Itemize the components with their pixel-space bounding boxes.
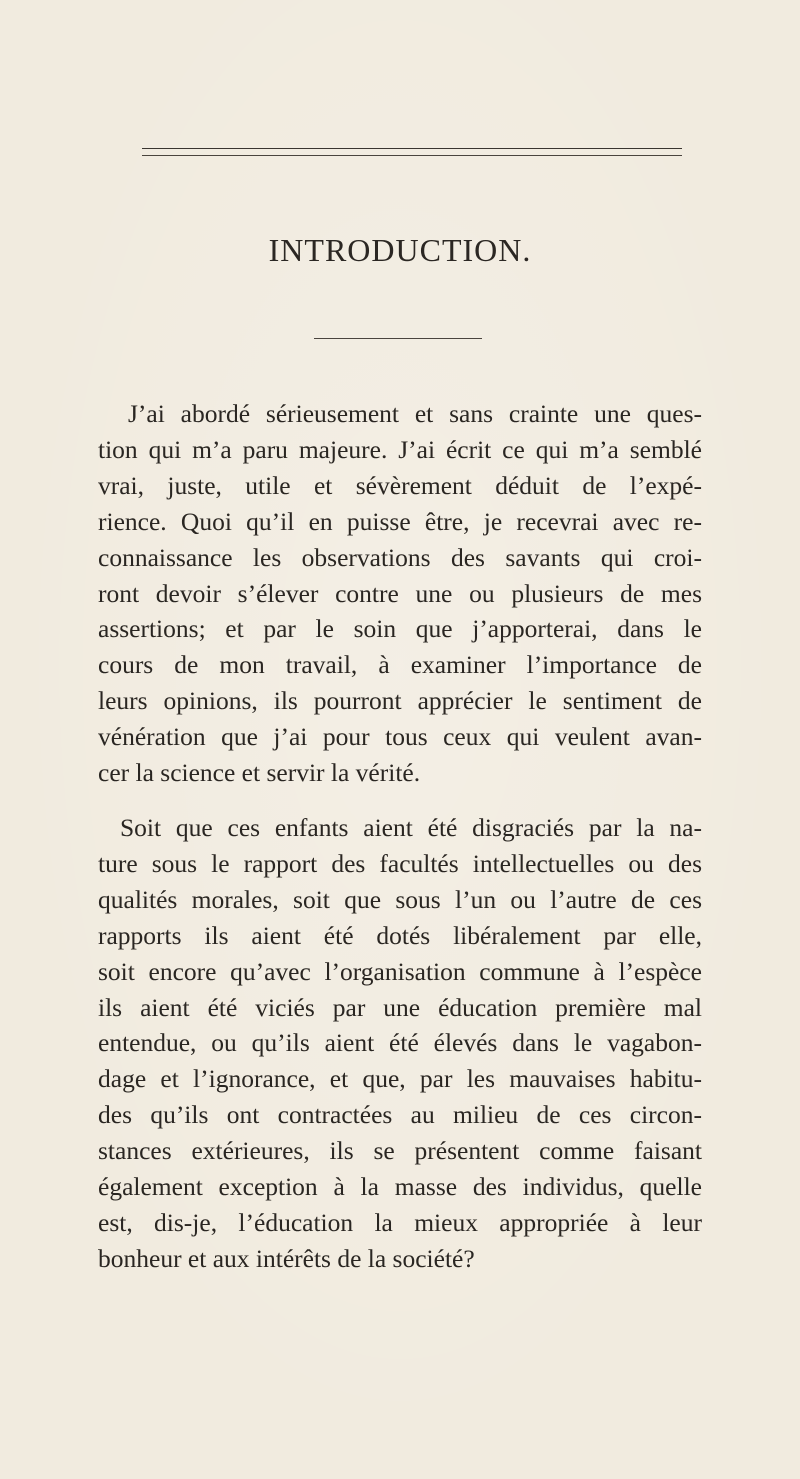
text-line: cer la science et servir la vérité. bbox=[98, 758, 421, 788]
title-underline-rule bbox=[314, 338, 482, 339]
text-line: tion qui m’a paru majeure. J’ai écrit ce qui m’a semblé bbox=[98, 434, 702, 464]
text-line: est, dis-je, l’éducation la mieux appropriée à leur bbox=[98, 1207, 702, 1237]
text-line: vénération que j’ai pour tous ceux qui veulent avan- bbox=[98, 722, 702, 752]
text-line: également exception à la masse des individus, quelle bbox=[98, 1172, 702, 1202]
text-line: ront devoir s’élever contre une ou plusieurs de mes bbox=[98, 578, 702, 608]
text-line: rapports ils aient été dotés libéralement par elle, bbox=[98, 920, 702, 950]
text-line: dage et l’ignorance, et que, par les mauvaises habitu- bbox=[98, 1064, 702, 1094]
top-rule-thin bbox=[142, 155, 682, 156]
text-line: stances extérieures, ils se présentent comme faisant bbox=[98, 1136, 702, 1166]
paragraph-1 bbox=[98, 396, 702, 791]
paragraph-2 bbox=[98, 810, 702, 1277]
text-line: assertions; et par le soin que j’apporterai, dans le bbox=[98, 614, 702, 644]
text-line: bonheur et aux intérêts de la société? bbox=[98, 1243, 475, 1273]
chapter-title: INTRODUCTION. bbox=[268, 232, 532, 268]
text-line: ture sous le rapport des facultés intellectuelles ou des bbox=[98, 848, 702, 878]
text-line: vrai, juste, utile et sévèrement déduit de l’expé- bbox=[98, 470, 702, 500]
text-line: J’ai abordé sérieusement et sans crainte une ques- bbox=[128, 399, 702, 428]
text-line: soit encore qu’avec l’organisation commune à l’espèce bbox=[98, 956, 702, 986]
text-line: qualités morales, soit que sous l’un ou l’autre de ces bbox=[98, 884, 702, 914]
text-line: entendue, ou qu’ils aient été élevés dans le vagabon- bbox=[98, 1028, 702, 1058]
text-line: Soit que ces enfants aient été disgraciés par la na- bbox=[120, 813, 702, 842]
top-rule bbox=[142, 148, 682, 149]
text-line: rience. Quoi qu’il en puisse être, je recevrai avec re- bbox=[98, 506, 702, 536]
text-line: leurs opinions, ils pourront apprécier le sentiment de bbox=[98, 686, 702, 716]
text-line: cours de mon travail, à examiner l’importance de bbox=[98, 650, 702, 680]
text-line: ils aient été viciés par une éducation première mal bbox=[98, 992, 702, 1022]
text-line: connaissance les observations des savants qui croi- bbox=[98, 542, 702, 572]
text-line: des qu’ils ont contractées au milieu de ces circon- bbox=[98, 1100, 702, 1130]
